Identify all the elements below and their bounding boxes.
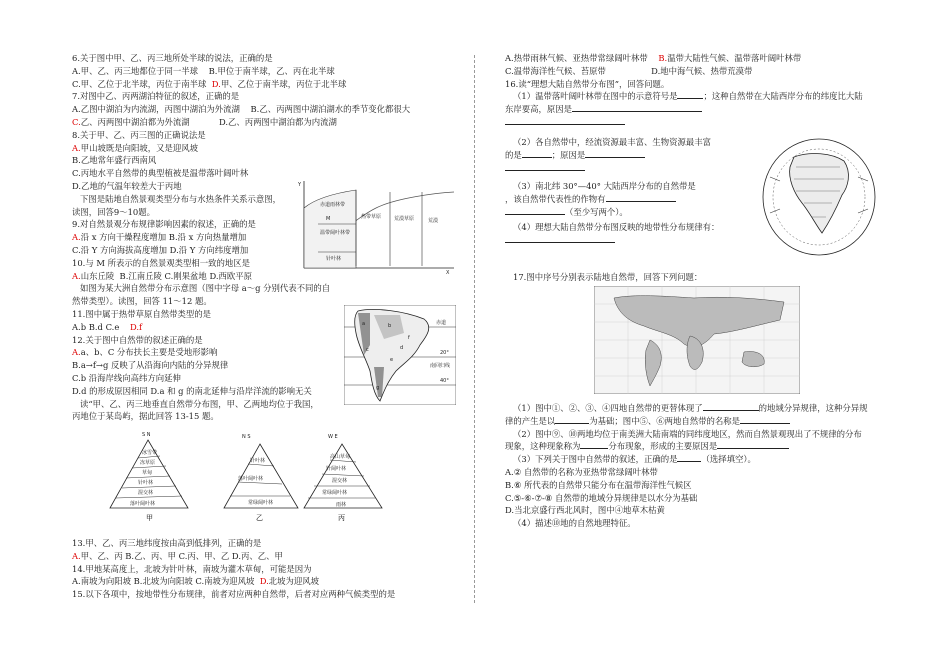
q16-part3-line3 (505, 206, 755, 219)
q16-part1-prompt-cont: ；这种自然带在大陆西岸分布的纬度比大陆 (703, 91, 863, 102)
q16-part1-reason-blank[interactable] (572, 103, 702, 112)
q16-part3-answer-blank[interactable] (505, 206, 565, 215)
chart-label-savanna: 热带草原 (361, 214, 382, 220)
jia-zone-2: 冻草原 (140, 460, 156, 466)
q16-part1-reason: 东岸要高，原因是 (505, 104, 572, 115)
q14-options (72, 575, 467, 588)
q15-options-cd (505, 65, 895, 78)
q15-answer-mark: B. (658, 53, 668, 63)
yi-zone-2: 落叶阔叶林 (238, 476, 264, 482)
q15-options-ab (505, 52, 895, 65)
q10-options-bcd: B.江南丘陵 C.刚果盆地 D.西欧平原 (119, 270, 253, 281)
yi-direction: N S (242, 434, 251, 440)
q17-option-d: D.当北京盛行西北风时，图中④地草木枯黄 (505, 505, 665, 516)
q16-part1-line1 (505, 90, 895, 103)
q8-option-c: C.丙地水平自然带的典型植被是温带落叶阔叶林 (72, 168, 249, 179)
q14-options-abc: A.南坡为向阳坡 B.北坡为向阳坡 C.南坡为迎风坡 (72, 576, 255, 587)
intro-9-10-line1: 下图是陆地自然景观类型分布与水热条件关系示意图， (80, 193, 281, 204)
q17-part1-names: 为基础；图中⑤、⑥两地自然带的名称是 (589, 415, 740, 426)
q16-part1-line2 (505, 103, 895, 116)
sa-label-d: d (400, 345, 404, 351)
intro-13-15-line1: 读“甲、乙、丙三地垂直自然带分布图，甲、乙两地均位于我国， (80, 398, 319, 409)
q6-option-a: A.甲、乙、丙三地都位于同一半球 (72, 65, 198, 76)
left-column-bottom (72, 537, 467, 601)
q11-options-abc: A.b B.d C.e (72, 321, 120, 332)
q17-part1-prompt: （1）图中①、②、③、④四地自然带的更替体现了 (513, 403, 703, 413)
chart-label-conifer: 针叶林 (326, 256, 342, 262)
q16-part1-line3 (505, 116, 895, 129)
q7-options-ab (72, 103, 467, 116)
q6-option-c: C.甲、乙位于北半球，丙位于南半球 (72, 78, 207, 89)
question-14: 14.甲地某高度上，北坡为针叶林，南坡为灌木草甸，可能是因为 (72, 563, 312, 574)
q16-part1-prompt: （1）温带落叶阔叶林带在图中的示意符号是 (513, 91, 678, 102)
column-divider (474, 55, 475, 603)
q7-option-c: 乙、丙两图中湖泊都为外流湖 (80, 116, 190, 127)
q7-option-b: B.乙、丙两图中湖泊湖水的季节变化都很大 (250, 104, 411, 115)
chart-label-m: M (326, 216, 331, 222)
q9-options-ab-text: 沿 x 方向干燥程度增加 B.沿 x 方向热量增加 (80, 232, 247, 243)
bing-caption: 丙 (338, 514, 345, 522)
q16-part4-line2 (505, 234, 755, 247)
jia-caption: 甲 (146, 514, 153, 522)
question-9: 9.对自然景观分布规律影响因素的叙述，正确的是 (72, 219, 256, 230)
yi-caption: 乙 (256, 514, 263, 522)
q6-option-d: 甲、乙位于南半球，丙位于北半球 (220, 78, 347, 89)
right-column-q16 (505, 136, 755, 246)
q15-option-c: C.温带海洋性气候、苔原带 (505, 65, 606, 76)
q16-part4-answer-line[interactable] (505, 234, 615, 243)
q7-answer-mark: C. (72, 116, 81, 127)
sa-label-a: a (362, 321, 366, 327)
question-17: 17.图中序号分别表示陆地自然带，回答下列问题： (513, 272, 703, 282)
q17-part2-reason: 分布现象，形成的主要原因是 (608, 441, 718, 452)
jia-zone-1: 冰雪带 (142, 450, 158, 456)
q16-part2-line2 (505, 149, 755, 162)
ideal-continent-map (760, 137, 878, 257)
sa-label-c: c (366, 347, 369, 353)
bing-zone-2: 针阔叶林 (326, 466, 347, 472)
q17-part1-names-blank[interactable] (740, 415, 790, 424)
q15-option-d: D.地中海气候、热带荒漠带 (651, 65, 753, 76)
chart-label-temperate: 温带阔叶林带 (320, 230, 351, 236)
q12-answer-mark: A. (72, 347, 81, 358)
q16-part3-crops: ，该自然带代表性的作物有 (505, 194, 606, 205)
q6-answer-mark: D. (211, 78, 221, 89)
bing-zone-5: 雨林 (336, 502, 347, 508)
south-america-zone-map (344, 305, 456, 405)
chart-axis-x: X (446, 270, 450, 274)
q8-option-a (72, 142, 467, 155)
q14-answer-mark: D. (259, 576, 269, 587)
sa-label-e: e (390, 357, 394, 363)
q16-part2-blank[interactable] (522, 149, 552, 158)
q11-answer-mark: D.f (129, 321, 143, 332)
q17-part1-line1 (505, 402, 895, 415)
q15-option-a: A.热带雨林气候、亚热带常绿阔叶林带 (505, 53, 648, 63)
sa-label-b: b (388, 323, 392, 329)
q9-options-cd: C.沿 Y 方向海拔高度增加 D.沿 Y 方向纬度增加 (72, 244, 249, 255)
q7-options-cd (72, 116, 467, 129)
vertical-zones-yi (220, 430, 310, 522)
landscape-zone-chart (296, 178, 456, 274)
question-13: 13.甲、乙、丙三地纬度按由高到低排列，正确的是 (72, 538, 262, 548)
q17-part1-prompt-cont: 的地域分异规律，这种分异规 (758, 403, 868, 413)
intro-11-12-line2: 然带类型）。读图，回答 11～12 题。 (72, 296, 212, 307)
q16-part2-line1: （2）各自然带中，经流资源最丰富、生物资源最丰富 (513, 137, 711, 147)
q17-part2-blank[interactable] (580, 440, 608, 449)
question-12: 12.关于图中自然带的叙述正确的是 (72, 334, 203, 345)
q16-part4-line1: （4）理想大陆自然带分布图反映的地带性分布规律有： (513, 221, 720, 232)
chart-axis-y: Y (298, 182, 302, 188)
q17-part1-blank[interactable] (703, 402, 759, 411)
q12-option-c: C.b 沿海岸线向高纬方向延伸 (72, 372, 181, 383)
question-16: 16.读“理想大陆自然带分布图”，回答问题。 (505, 78, 670, 89)
q17-part3-blank[interactable] (677, 453, 701, 462)
bing-zone-3: 混交林 (332, 478, 348, 484)
right-column-q17-header (505, 271, 895, 284)
q17-part2-line2 (505, 440, 895, 453)
q17-part2-line1: （2）图中⑨、⑩两地均位于南美洲大陆南端的同纬度地区，然而自然景观现出了不规律的分布 (513, 428, 862, 439)
q17-part3-prompt: （3）下列关于图中自然带的叙述，正确的是 (513, 454, 678, 465)
sa-label-g: g (376, 385, 380, 391)
q16-part2-reason-blank[interactable] (585, 149, 645, 158)
q9-answer-mark: A. (72, 232, 81, 243)
intro-13-15-line2: 丙地位于某岛屿，据此回答 13-15 题。 (72, 411, 219, 422)
q16-part3-crops-blank[interactable] (606, 193, 676, 202)
q16-part2-answer-line[interactable] (505, 162, 585, 171)
q16-part3-note: （至少写两个）。 (565, 206, 628, 217)
q13-answer-mark: A. (72, 550, 81, 561)
q6-option-b: B.甲位于南半球，乙、丙在北半球 (208, 65, 335, 76)
q17-option-a: A.② 自然带的名称为亚热带常绿阔叶林带 (505, 466, 658, 477)
q17-part2-reason-blank[interactable] (717, 440, 789, 449)
q15-option-b: 温带大陆性气候、温带落叶阔叶林带 (667, 53, 802, 63)
intro-11-12-line1: 如图为某大洲自然带分布示意图（图中字母 a～g 分别代表不同的自 (80, 283, 331, 294)
q17-part1-basis: 律的产生是以 (505, 415, 556, 426)
jia-zone-6: 落叶阔叶林 (130, 501, 156, 507)
bing-zone-4: 常绿阔叶林 (322, 490, 348, 496)
sa-label-f: f (408, 335, 410, 341)
q16-part2-line3 (505, 162, 755, 175)
q12-option-a-text: a、b、C 分布扶长主要是受地形影响 (80, 347, 218, 358)
vertical-zones-jia (108, 430, 208, 522)
q16-part1-blank[interactable] (677, 90, 703, 99)
sa-label-40deg: 40° (440, 378, 449, 384)
question-8: 8.关于甲、乙、丙三图的正确说法是 (72, 129, 206, 140)
right-column-top (505, 52, 895, 129)
q17-part2-prompt: 现象，这种现象称为 (505, 441, 581, 452)
q14-option-d: 北坡为迎风坡 (268, 576, 320, 587)
q8-option-a-text: 甲山坡既是向阳坡，又是迎风坡 (80, 142, 198, 153)
question-10: 10.与 M 所表示的自然景观类型相一致的地区是 (72, 257, 250, 268)
sa-label-tropic: 南回归线 (430, 363, 451, 369)
question-11: 11.图中属于热带草原自然带类型的是 (72, 308, 211, 319)
q7-option-d: D.乙、丙两图中湖泊都为内流湖 (218, 116, 337, 127)
q12-option-d: D.d 的形成原因相同 D.a 和 g 的南北延伸与沿岸洋流的影响无关 (72, 385, 312, 396)
q17-part1-line2 (505, 415, 895, 428)
q8-option-b: B.乙地常年盛行西南风 (72, 155, 157, 166)
bing-direction: W E (328, 434, 338, 440)
q16-part1-answer-line[interactable] (505, 116, 625, 125)
q16-part2-prompt: 的是 (505, 149, 522, 160)
q13-options (72, 550, 467, 563)
yi-zone-1: 针叶林 (250, 458, 266, 464)
q17-part3-line1 (505, 453, 895, 466)
q16-part3-line2 (505, 193, 755, 206)
bing-zone-1: 高山草甸 (330, 454, 351, 460)
q8-answer-mark: A. (72, 142, 81, 153)
q6-options-ab (72, 65, 467, 78)
q16-part3-line1: （3）南北纬 30°—40° 大陆西岸分布的自然带是 (513, 181, 696, 192)
q17-part3-note: （选择填空）。 (701, 454, 756, 465)
q7-option-a: A.乙图中湖泊为内流湖，丙图中湖泊为外流湖 (72, 104, 240, 115)
jia-zone-4: 针叶林 (138, 480, 154, 486)
q17-part4: （4）描述⑩地的自然地理特征。 (513, 518, 636, 529)
sa-label-equator: 赤道 (436, 320, 447, 326)
q17-part1-basis-blank[interactable] (555, 415, 589, 424)
world-zone-map (594, 286, 800, 394)
question-6: 6.关于图中甲、乙、丙三地所处半球的说法，正确的是 (72, 53, 273, 63)
chart-label-desert-grassland: 荒漠草原 (394, 216, 415, 222)
q17-option-b: B.⑥ 所代表的自然带只能分布在温带海洋性气候区 (505, 479, 692, 490)
right-column-q17 (505, 402, 895, 530)
question-15: 15.以下各项中，按地带性分布规律，前者对应两种自然带，后者对应两种气候类型的是 (72, 589, 396, 600)
q16-part2-reason: ；原因是 (551, 149, 586, 160)
q10-answer-mark: A. (72, 270, 81, 281)
intro-9-10-line2: 读图，回答9～10题。 (72, 206, 155, 217)
chart-label-desert: 荒漠 (428, 218, 439, 224)
q10-option-a: 山东丘陵 (80, 270, 115, 281)
jia-direction: S N (142, 432, 151, 438)
q8-option-d: D.乙地的气温年较差大于丙地 (72, 180, 182, 191)
q13-options-text: 甲、乙、丙 B.乙、丙、甲 C.丙、甲、乙 D.丙、乙、甲 (80, 550, 283, 561)
jia-zone-3: 草甸 (142, 470, 153, 476)
q12-option-b: B.a→f→g 反映了从沿海向内陆的分异规律 (72, 360, 229, 371)
jia-zone-5: 混交林 (138, 490, 154, 496)
sa-label-20deg: 20° (440, 350, 449, 356)
chart-label-equatorial: 赤道雨林带 (320, 202, 346, 208)
yi-zone-3: 常绿阔叶林 (248, 500, 274, 506)
q17-option-c: C.⑤-⑥-⑦-⑧ 自然带的地域分异规律是以水分为基础 (505, 492, 698, 503)
question-7: 7.对图中乙、丙两湖泊特征的叙述，正确的是 (72, 91, 240, 102)
vertical-zones-bing (298, 430, 390, 522)
q6-options-cd (72, 78, 467, 91)
